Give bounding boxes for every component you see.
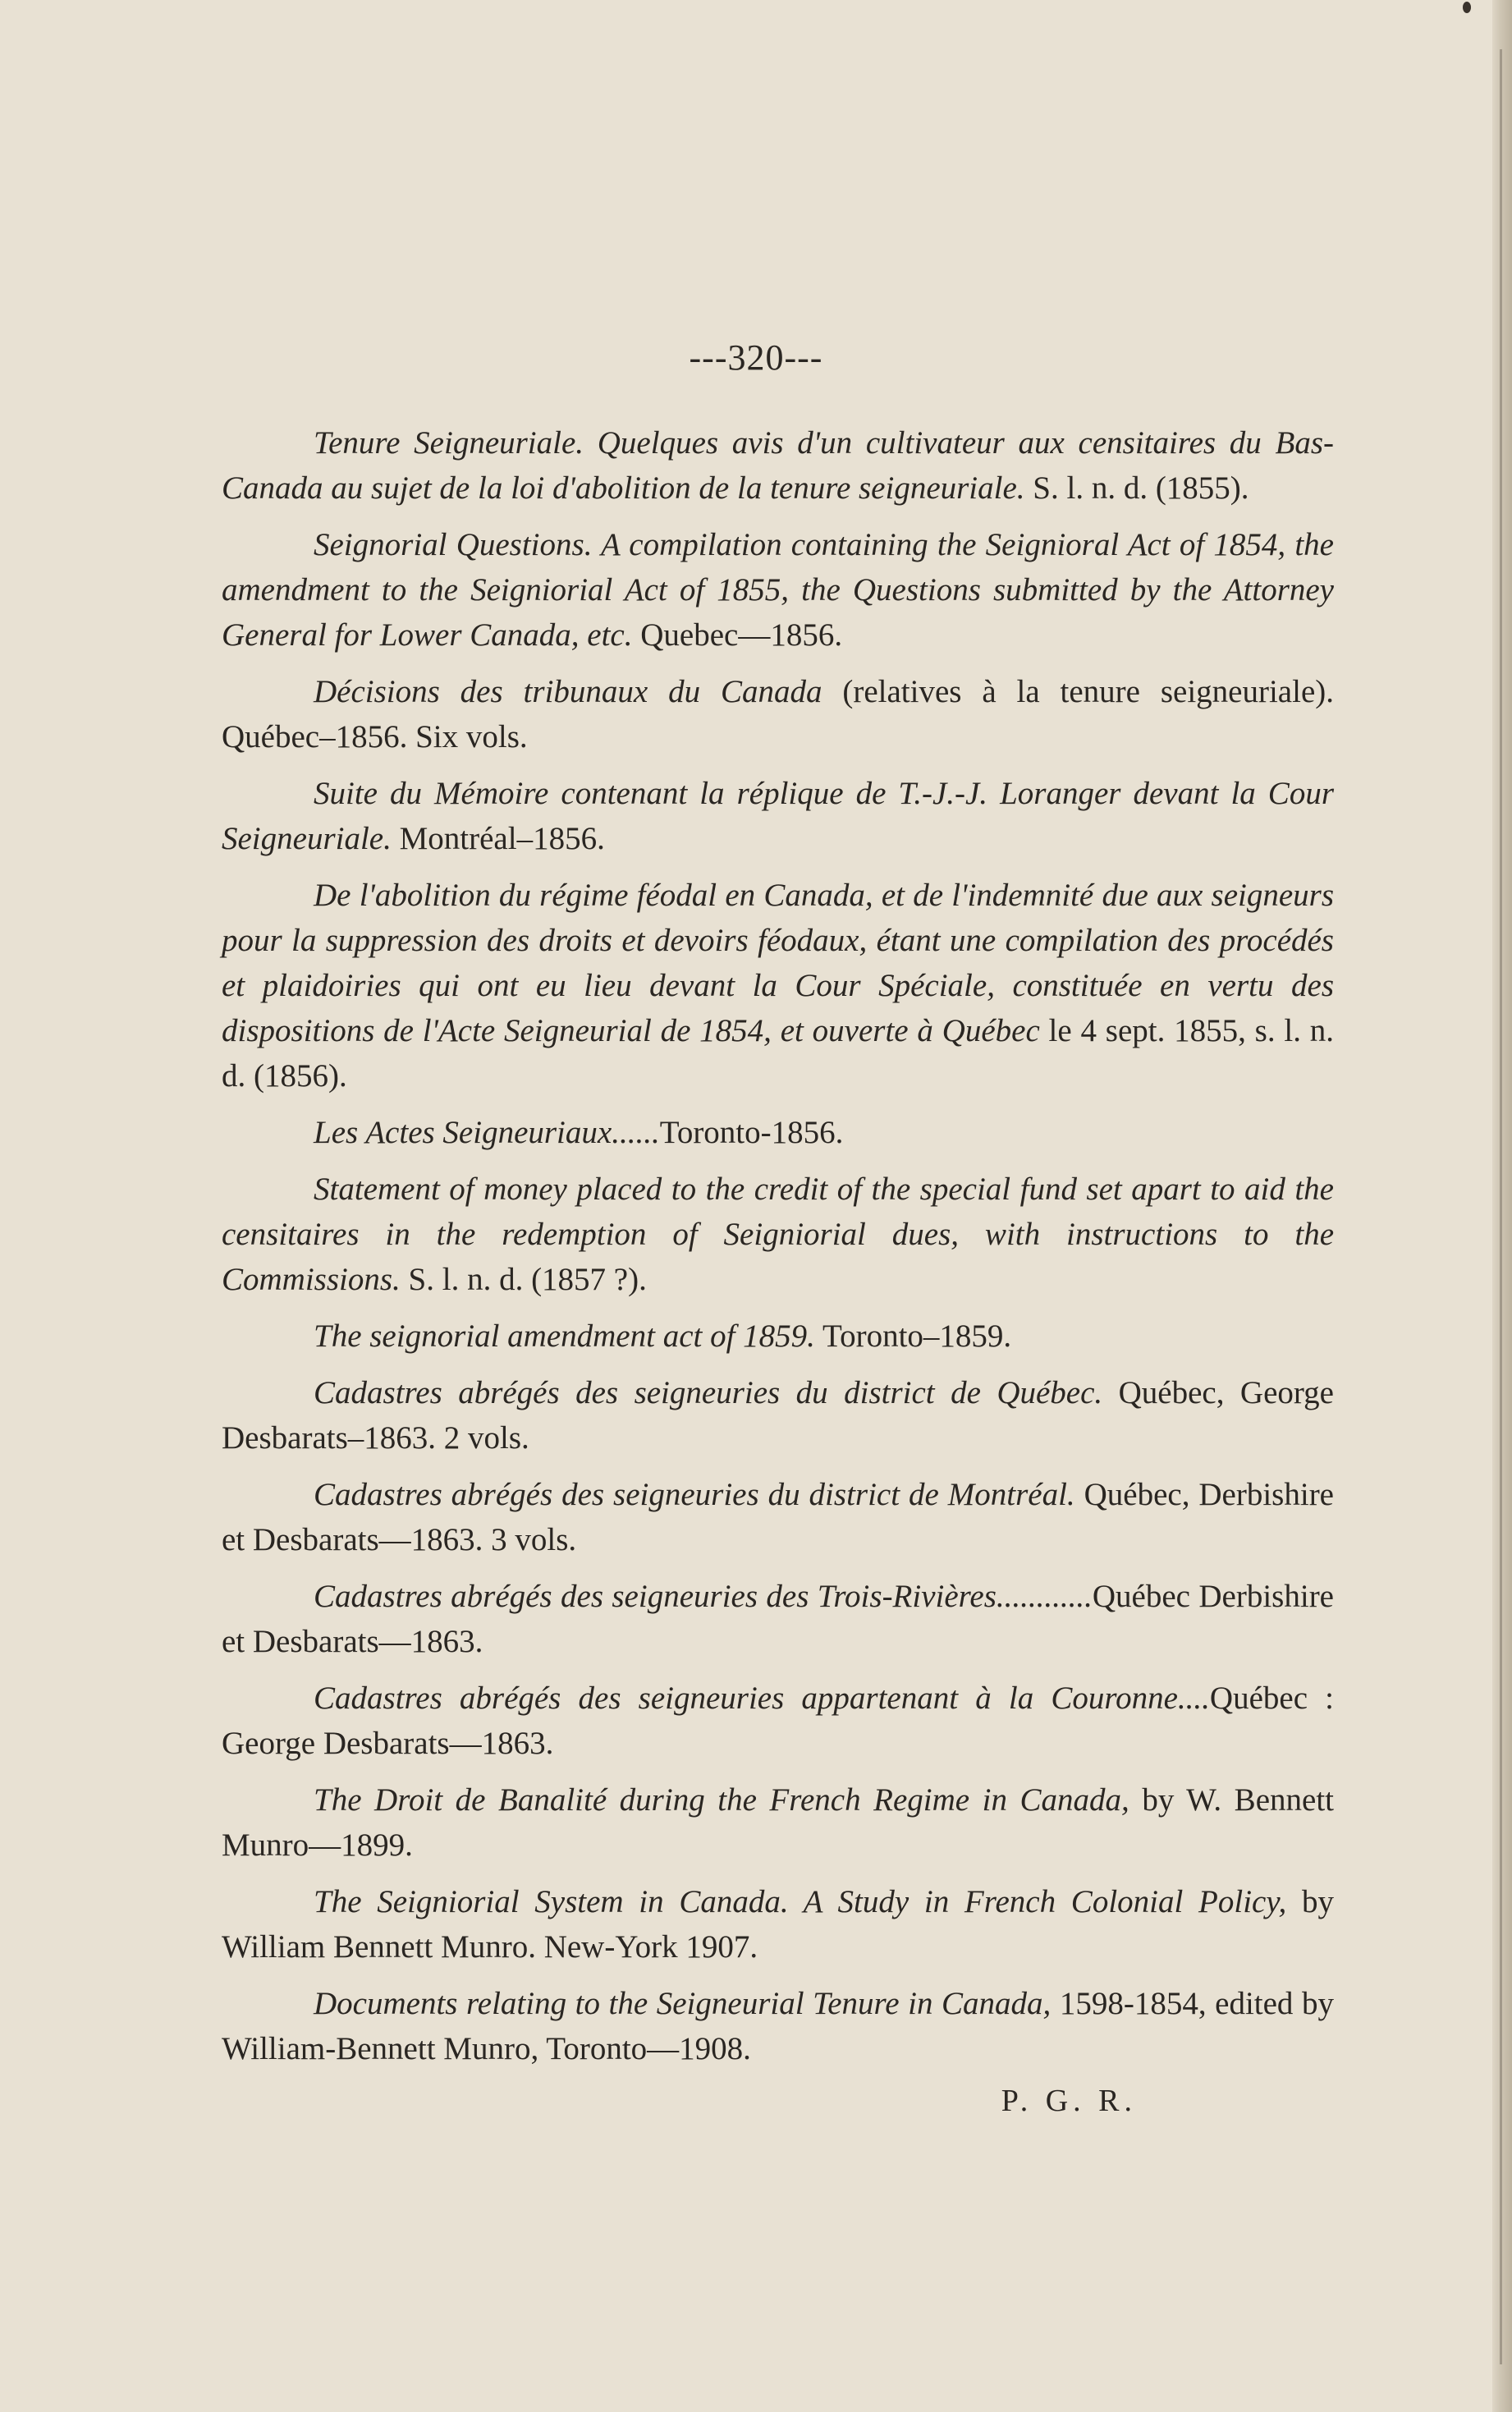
entry-title: The seignorial amendment act of 1859. [314, 1318, 815, 1354]
entry-details: Toronto-1856. [659, 1115, 844, 1150]
entry-details: by W. Bennett Munro—1899. [222, 1782, 1334, 1863]
entry-title: Tenure Seigneuriale. Quelques avis d'un cultivateur aux censitaires du Bas-Canada au sujet de la loi d'abolition de la tenure seigneuriale. [222, 425, 1334, 506]
bibliography-entry [222, 1981, 1334, 2071]
bibliography-entry [222, 1574, 1334, 1664]
entry-details: (relatives à la tenure seigneuriale). Québec–1856. Six vols. [222, 674, 1335, 754]
bibliography-entry [222, 1110, 1334, 1155]
bibliography-entry [222, 522, 1334, 658]
entry-title: Décisions des tribunaux du Canada [314, 674, 822, 709]
entry-details: 1598-1854, edited by William-Bennett Munro, Toronto—1908. [222, 1986, 1334, 2066]
bibliography-entry [222, 873, 1334, 1098]
bibliography-entry [222, 1879, 1334, 1969]
entry-title: De l'abolition du régime féodal en Canada, et de l'indemnité due aux seigneurs pour la suppression des droits et devoirs féodaux, étant une compilation des procédés et plaidoiries qui ont eu lieu devant la Cour Spéciale, constituée en vertu des dispositions de l'Acte Seigneurial de 1854, et ouverte à Québec [222, 878, 1334, 1048]
entry-details: Québec : George Desbarats—1863. [222, 1681, 1334, 1761]
entry-details: Québec, Derbishire et Desbarats—1863. 3 vols. [222, 1477, 1334, 1557]
bibliography-entry [222, 771, 1334, 861]
page-edge-line [1500, 49, 1502, 2364]
ink-dot [1463, 2, 1471, 13]
bibliography-entry [222, 1370, 1334, 1460]
entry-title: Cadastres abrégés des seigneuries appartenant à la Couronne.... [314, 1681, 1210, 1716]
entry-title: Suite du Mémoire contenant la réplique de T.-J.-J. Loranger devant la Cour Seigneuriale. [222, 776, 1334, 856]
entry-title: Cadastres abrégés des seigneuries du district de Québec. [314, 1375, 1103, 1410]
entry-title: The Seigniorial System in Canada. A Study in French Colonial Policy, [314, 1884, 1287, 1919]
entry-title: Seignorial Questions. A compilation containing the Seignioral Act of 1854, the amendment to the Seigniorial Act of 1855, the Questions submitted by the Attorney General for Lower Canada, etc. [222, 527, 1334, 653]
bibliography-list [222, 420, 1334, 2150]
entry-details: S. l. n. d. (1857 ?). [400, 1262, 647, 1297]
bibliography-entry [222, 669, 1334, 759]
bibliography-entry [222, 1777, 1334, 1868]
entry-title: Les Actes Seigneuriaux...... [314, 1115, 660, 1150]
author-initials: P. G. R. [1001, 2084, 1137, 2118]
entry-details: Montréal–1856. [391, 821, 605, 856]
entry-details: Toronto–1859. [814, 1318, 1012, 1354]
entry-details: le 4 sept. 1855, s. l. n. d. (1856). [222, 1013, 1334, 1094]
entry-title: The Droit de Banalité during the French Regime in Canada, [314, 1782, 1129, 1818]
bibliography-entry [222, 1167, 1334, 1302]
entry-details: by William Bennett Munro. New-York 1907. [222, 1884, 1335, 1965]
entry-title: Cadastres abrégés des seigneuries des Trois-Rivières............ [314, 1579, 1093, 1614]
entry-title: Statement of money placed to the credit of the special fund set apart to aid the censitaires in the redemption of Seigniorial dues, with instructions to the Commissions. [222, 1172, 1334, 1297]
entry-details: S. l. n. d. (1855). [1024, 470, 1249, 506]
bibliography-entry [222, 420, 1334, 511]
entry-details: Québec, George Desbarats–1863. 2 vols. [222, 1375, 1334, 1456]
entry-title: Cadastres abrégés des seigneuries du district de Montréal. [314, 1477, 1075, 1512]
bibliography-entry [222, 1676, 1334, 1766]
entry-title: Documents relating to the Seigneurial Tenure in Canada, [314, 1986, 1052, 2021]
bibliography-entry [222, 1314, 1334, 1359]
entry-details: Québec Derbishire et Desbarats—1863. [222, 1579, 1334, 1659]
entry-details: Quebec—1856. [632, 617, 843, 653]
bibliography-entry [222, 1472, 1334, 1562]
page-number: ---320--- [689, 337, 823, 378]
